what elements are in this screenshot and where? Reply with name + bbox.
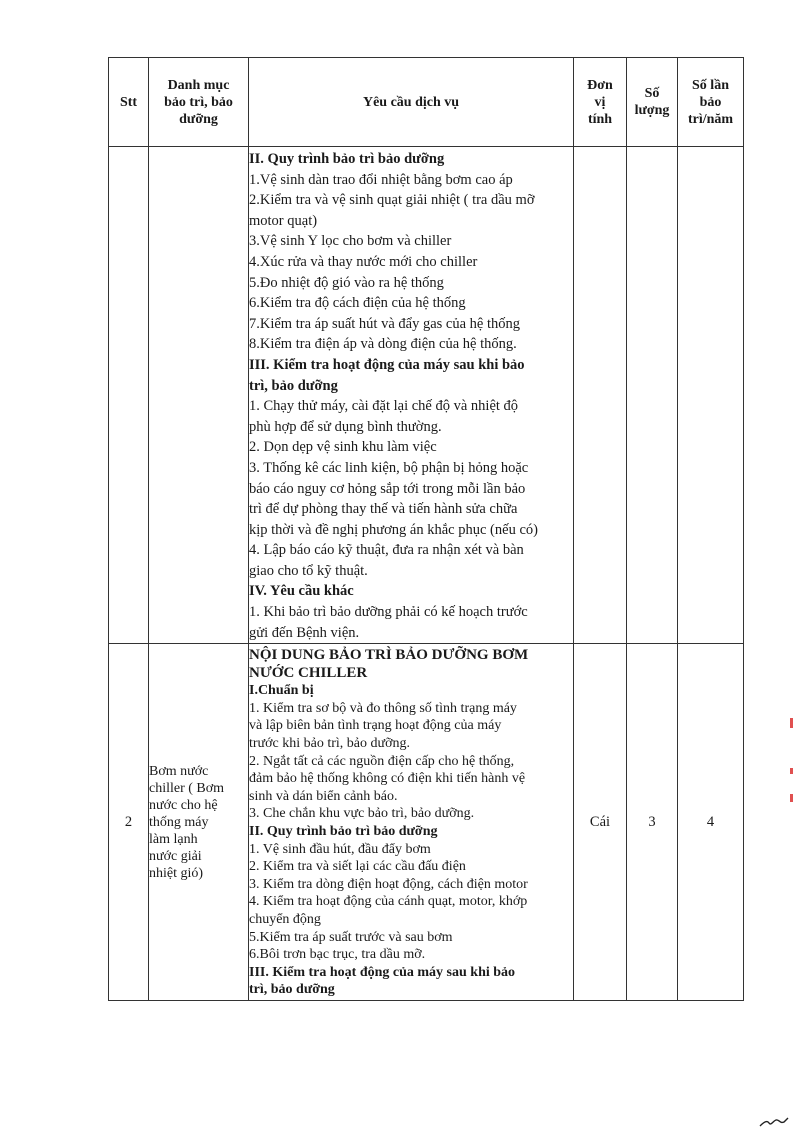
requirement-line: 8.Kiểm tra điện áp và dòng điện của hệ thống.: [249, 336, 517, 353]
header-requirement: Yêu cầu dịch vụ: [249, 58, 574, 147]
requirement-line: 4.Xúc rửa và thay nước mới cho chiller: [249, 253, 478, 270]
header-row: [109, 58, 744, 147]
requirement-line: 1.Vệ sinh dàn trao đổi nhiệt bằng bơm cao áp: [249, 171, 513, 188]
section-heading: II. Quy trình bảo trì bảo dưỡng: [249, 824, 438, 839]
table-row: [109, 644, 744, 1001]
section-heading: II. Quy trình bảo trì bảo dưỡng: [249, 151, 445, 167]
requirement-line: 2. Kiểm tra và siết lại các cầu đấu điện: [249, 859, 466, 875]
section-heading: III. Kiểm tra hoạt động của máy sau khi bảo: [249, 356, 525, 373]
requirement-line: 4. Kiểm tra hoạt động của cánh quạt, motor, khớp: [249, 894, 528, 910]
header-stt: Stt: [109, 58, 149, 147]
row2-frequency: 4: [678, 644, 744, 1001]
requirement-line: giao cho tổ kỹ thuật.: [249, 562, 368, 579]
requirement-line: 6.Bôi trơn bạc trục, tra dầu mỡ.: [249, 947, 426, 963]
row2-stt: 2: [109, 644, 149, 1001]
row2-unit: Cái: [574, 644, 627, 1001]
header-frequency: Số lần bảo trì/năm: [678, 58, 744, 147]
row2-quantity: 3: [627, 644, 678, 1001]
requirement-line: 3. Thống kê các linh kiện, bộ phận bị hỏng hoặc: [249, 459, 529, 476]
requirement-line: và lập biên bản tình trạng hoạt động của máy: [249, 718, 502, 734]
header-category: Danh mục bảo trì, bảo dưỡng: [149, 58, 249, 147]
requirement-line: trước khi bảo trì, bảo dưỡng.: [249, 736, 411, 752]
row1-quantity: [627, 147, 678, 644]
section-heading: III. Kiểm tra hoạt động của máy sau khi bảo: [249, 964, 516, 980]
row2-requirement-lines: [249, 646, 573, 999]
row2-requirements: [249, 644, 574, 1001]
requirement-line: 1. Chạy thử máy, cài đặt lại chế độ và nhiệt độ: [249, 398, 519, 415]
margin-mark: [790, 794, 793, 802]
requirement-line: 1. Vệ sinh đầu hút, đầu đẩy bơm: [249, 841, 431, 857]
row1-stt: [109, 147, 149, 644]
handwritten-initial: [758, 1112, 790, 1130]
requirement-line: 3. Kiểm tra dòng điện hoạt động, cách điện motor: [249, 876, 528, 892]
requirement-line: motor quạt): [249, 212, 318, 229]
requirement-line: 1. Kiểm tra sơ bộ và đo thông số tình trạng máy: [249, 700, 517, 716]
margin-mark: [790, 718, 793, 728]
section-heading: trì, bảo dưỡng: [249, 377, 338, 394]
requirement-line: 3.Vệ sinh Y lọc cho bơm và chiller: [249, 233, 452, 250]
requirement-line: 5.Đo nhiệt độ gió vào ra hệ thống: [249, 274, 444, 291]
row1-requirements: [249, 147, 574, 644]
row2-category: Bơm nước chiller ( Bơm nước cho hệ thống máy làm lạnh nước giải nhiệt gió): [149, 644, 249, 1001]
requirement-line: đảm bảo hệ thống không có điện khi tiến hành vệ: [249, 771, 526, 787]
requirement-line: 2. Ngắt tất cả các nguồn điện cấp cho hệ thống,: [249, 753, 515, 769]
maintenance-table: [108, 57, 744, 1001]
requirement-line: 2. Dọn dẹp vệ sinh khu làm việc: [249, 439, 437, 456]
margin-mark: [790, 768, 793, 774]
section-heading: IV. Yêu cầu khác: [249, 583, 354, 600]
row1-unit: [574, 147, 627, 644]
requirement-line: 7.Kiểm tra áp suất hút và đẩy gas của hệ thống: [249, 315, 520, 332]
section-heading: NƯỚC CHILLER: [249, 665, 368, 682]
requirement-line: chuyển động: [249, 911, 321, 927]
requirement-line: 3. Che chắn khu vực bảo trì, bảo dưỡng.: [249, 806, 475, 822]
row1-requirement-lines: [249, 149, 573, 643]
section-heading: NỘI DUNG BẢO TRÌ BẢO DƯỠNG BƠM: [249, 647, 529, 664]
header-quantity: Số lượng: [627, 58, 678, 147]
section-heading: trì, bảo dưỡng: [249, 982, 335, 998]
requirement-line: 2.Kiểm tra và vệ sinh quạt giải nhiệt ( tra dầu mỡ: [249, 192, 535, 209]
requirement-line: phù hợp để sử dụng bình thường.: [249, 418, 442, 435]
requirement-line: báo cáo nguy cơ hỏng sắp tới trong mỗi lần bảo: [249, 480, 526, 497]
requirement-line: 4. Lập báo cáo kỹ thuật, đưa ra nhận xét và bàn: [249, 542, 524, 559]
requirement-line: 6.Kiểm tra độ cách điện của hệ thống: [249, 295, 466, 312]
requirement-line: 1. Khi bảo trì bảo dưỡng phải có kế hoạch trước: [249, 604, 528, 621]
requirement-line: kịp thời và đề nghị phương án khắc phục (nếu có): [249, 521, 538, 538]
requirement-line: gửi đến Bệnh viện.: [249, 624, 360, 641]
row1-frequency: [678, 147, 744, 644]
row1-category: [149, 147, 249, 644]
requirement-line: trì để dự phòng thay thế và tiến hành sửa chữa: [249, 501, 518, 518]
requirement-line: sinh và dán biển cảnh báo.: [249, 788, 398, 804]
requirement-line: 5.Kiểm tra áp suất trước và sau bơm: [249, 929, 453, 945]
section-heading: I.Chuẩn bị: [249, 683, 314, 699]
header-unit: Đơn vị tính: [574, 58, 627, 147]
table-row: [109, 147, 744, 644]
